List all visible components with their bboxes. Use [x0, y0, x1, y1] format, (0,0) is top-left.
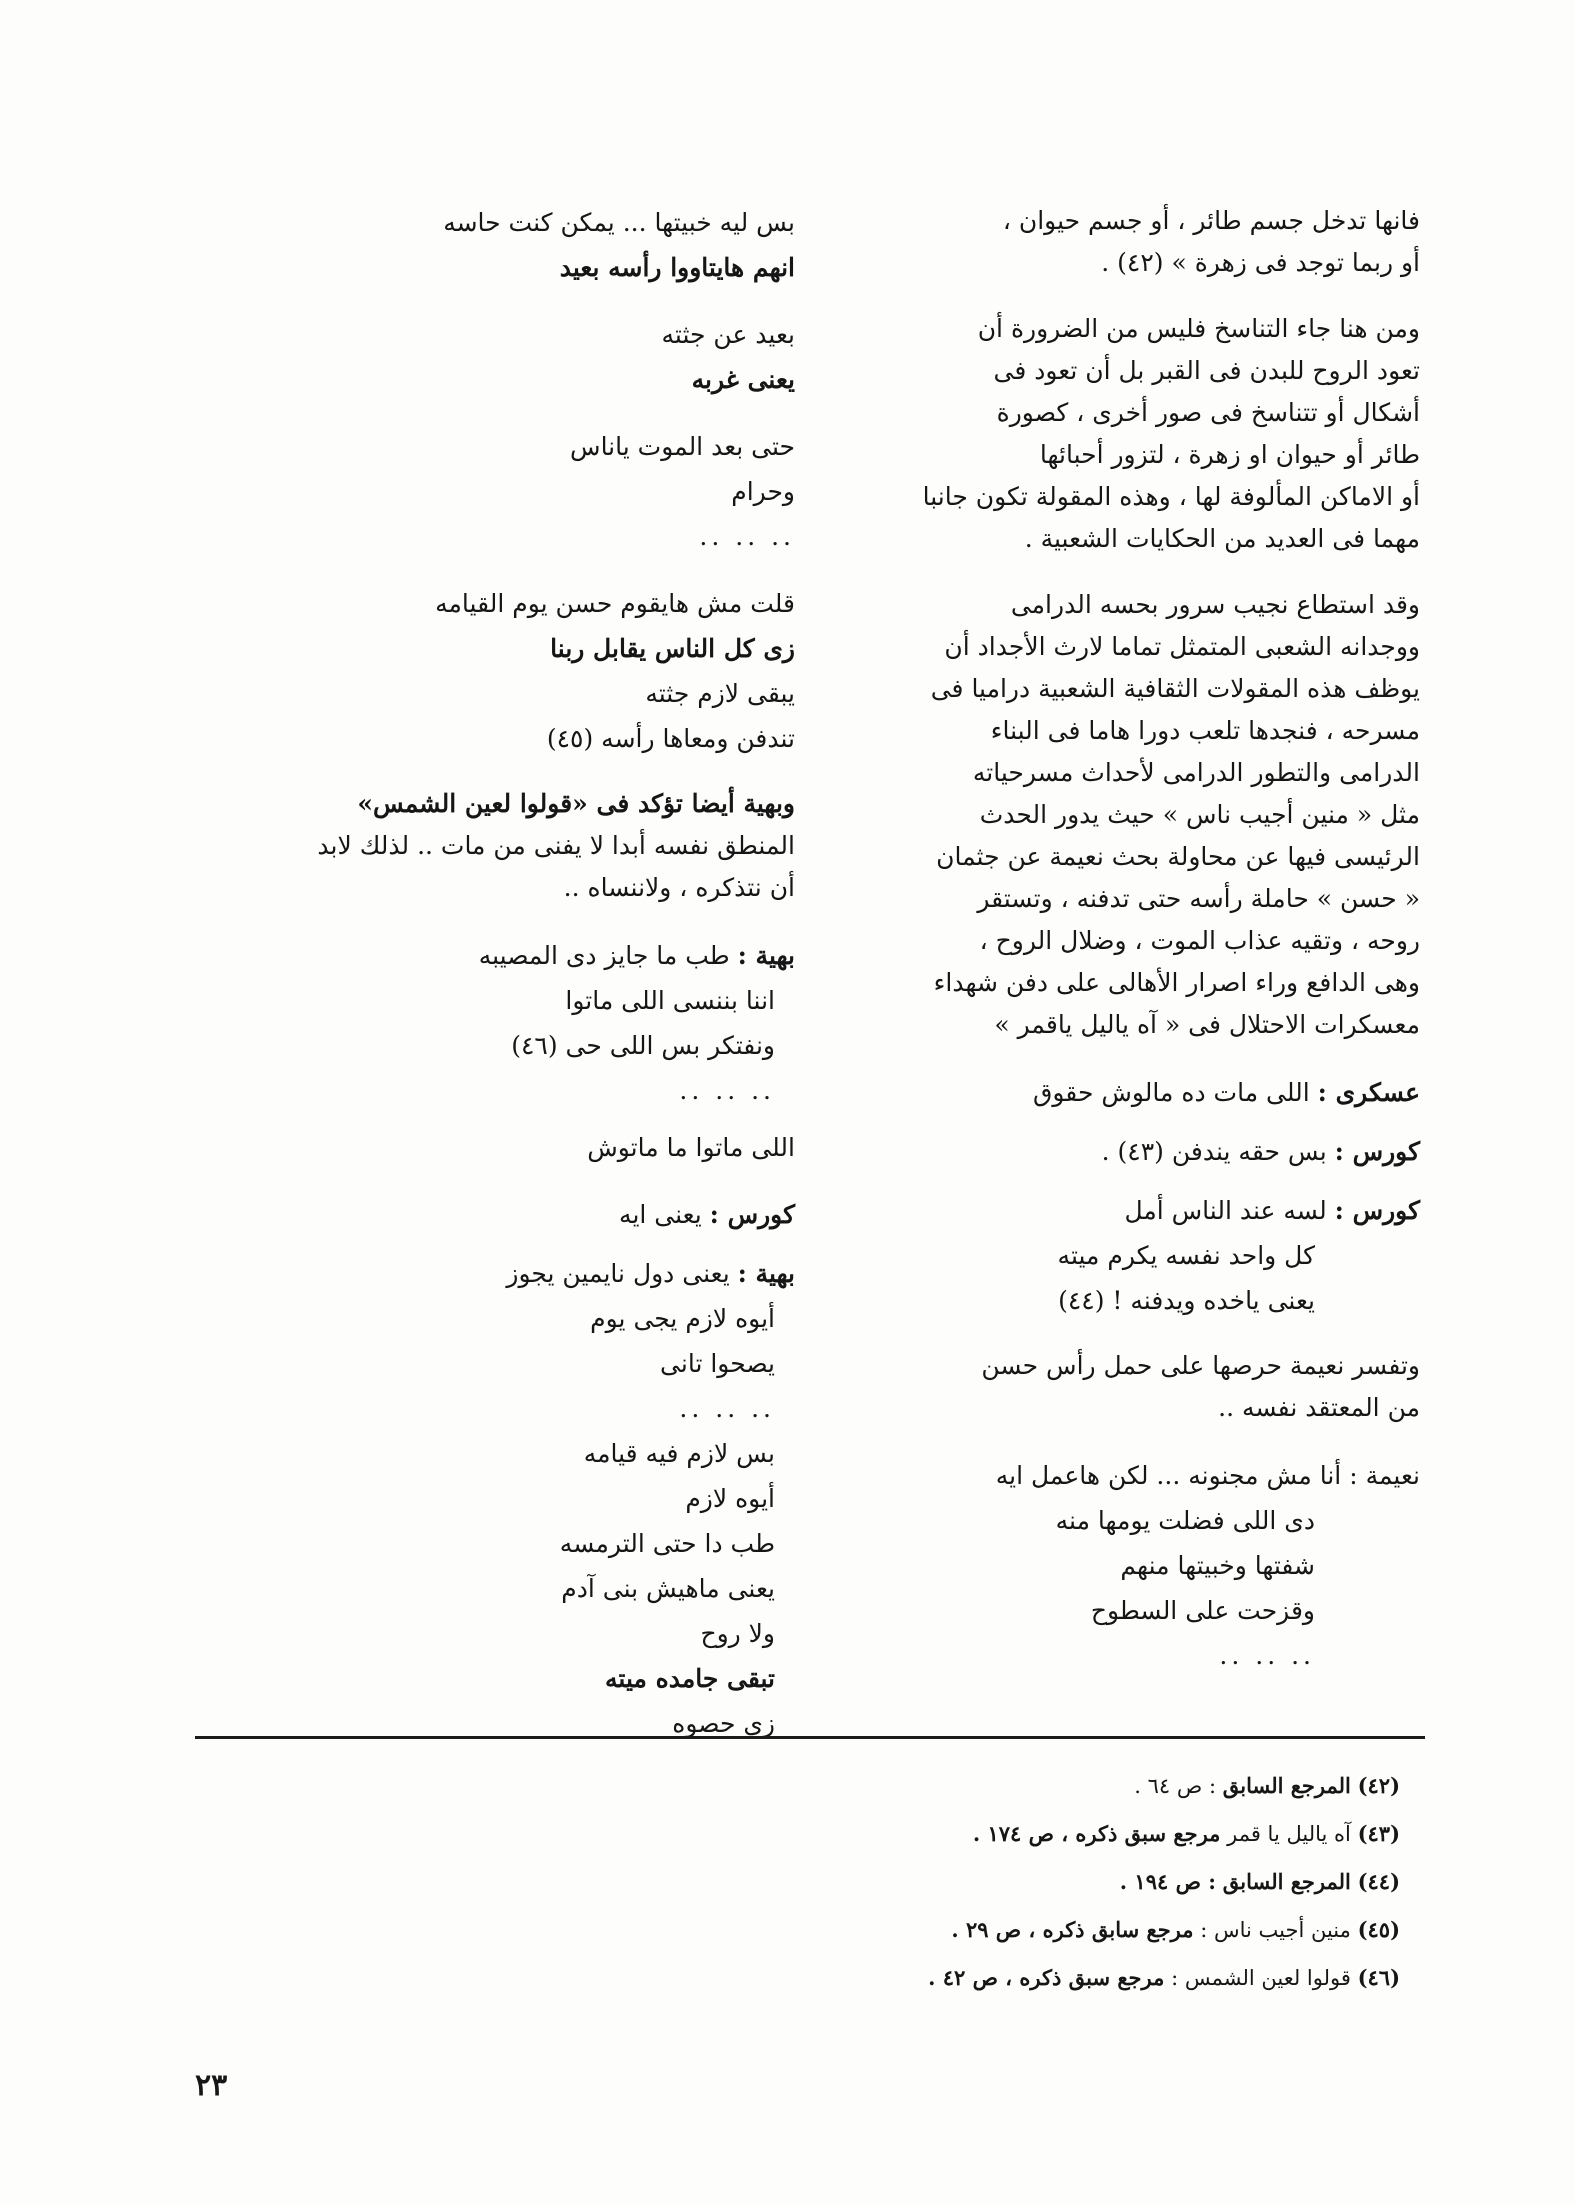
dialogue-text: لسه عند الناس أمل [1124, 1196, 1327, 1225]
verse-line: .. .. .. [1219, 1641, 1315, 1670]
verse-line: بعيد عن جثته [661, 320, 795, 349]
verse-line: زى حصوه [672, 1709, 775, 1738]
text-line: « حسن » حاملة رأسه حتى تدفنه ، وتستقر [977, 884, 1420, 913]
text-line: أو ربما توجد فى زهرة » (٤٢) . [1101, 248, 1420, 277]
dialogue-line [195, 1251, 795, 1296]
speaker-name: كورس : [709, 1200, 795, 1229]
verse-line: .. .. .. [699, 522, 795, 551]
verse-line: قلت مش هايقوم حسن يوم القيامه [435, 589, 795, 618]
footnote-detail: مرجع سبق ذكره ، ص ١٧٤ . [972, 1821, 1221, 1846]
paragraph [820, 200, 1420, 284]
verse-line: زى كل الناس يقابل ربنا [550, 634, 795, 663]
text-line: طائر أو حيوان او زهرة ، لتزور أحبائها [1039, 440, 1420, 469]
footnotes [700, 1762, 1400, 2002]
text-line: فانها تدخل جسم طائر ، أو جسم حيوان ، [1002, 206, 1420, 235]
dialogue-text: بس حقه يندفن (٤٣) . [1101, 1137, 1327, 1166]
footnote-number: (٤٢) [1357, 1773, 1400, 1798]
verse-block [195, 312, 795, 402]
verse-block [195, 424, 795, 559]
footnote-number: (٤٤) [1357, 1869, 1400, 1894]
verse-block [820, 1233, 1420, 1323]
text-line: وتفسر نعيمة حرصها على حمل رأس حسن [981, 1351, 1420, 1380]
verse-block [195, 200, 795, 290]
dialogue-line [195, 1192, 795, 1237]
verse-line: يبقى لازم جثته [645, 679, 795, 708]
verse-block [195, 978, 795, 1113]
dialogue-line [820, 1070, 1420, 1115]
paragraph [820, 584, 1420, 1046]
verse-block [195, 1296, 795, 1746]
verse-line: حتى بعد الموت ياناس [570, 432, 795, 461]
dialogue-line [195, 933, 795, 978]
paragraph [820, 308, 1420, 560]
text-line: يوظف هذه المقولات الثقافية الشعبية دراميا فى [930, 674, 1420, 703]
text-line: المنطق نفسه أبدا لا يفنى من مات .. لذلك لابد [317, 831, 795, 860]
verse-line: تبقى جامده ميته [605, 1664, 775, 1693]
footnote [700, 1906, 1400, 1954]
verse-line: تندفن ومعاها رأسه (٤٥) [546, 724, 795, 753]
text-line: الرئيسى فيها عن محاولة بحث نعيمة عن جثمان [936, 842, 1420, 871]
page-number: ٢٣ [195, 2068, 228, 2103]
verse-line: وحرام [731, 477, 795, 506]
text-line: ومن هنا جاء التناسخ فليس من الضرورة أن [977, 314, 1420, 343]
dialogue-text: يعنى دول نايمين يجوز [506, 1259, 730, 1288]
text-line: من المعتقد نفسه .. [1218, 1393, 1420, 1422]
text-line: الدرامى والتطور الدرامى لأحداث مسرحياته [972, 758, 1420, 787]
footnote-detail: مرجع سابق ذكره ، ص ٢٩ . [951, 1917, 1194, 1942]
verse-line: يعنى ماهيش بنى آدم [561, 1574, 775, 1603]
dialogue-text: اللى مات ده مالوش حقوق [1033, 1078, 1310, 1107]
verse-line: .. .. .. [679, 1076, 775, 1105]
dialogue-line [820, 1188, 1420, 1233]
speaker-name: كورس : [1334, 1196, 1420, 1225]
footnote-number: (٤٣) [1357, 1821, 1400, 1846]
speaker-name: نعيمة : [1349, 1461, 1420, 1490]
verse-line: شفتها وخبيتها منهم [1120, 1551, 1315, 1580]
footnote-divider [195, 1736, 1425, 1739]
verse-line: طب دا حتى الترمسه [559, 1529, 775, 1558]
verse-line: ونفتكر بس اللى حى (٤٦) [511, 1031, 775, 1060]
verse-line: يصحوا تانى [660, 1349, 775, 1378]
verse-block [195, 581, 795, 716]
footnote [700, 1858, 1400, 1906]
footnote-source: آه ياليل يا قمر [1227, 1822, 1351, 1846]
text-line: أو الاماكن المألوفة لها ، وهذه المقولة تكون جانبا [922, 482, 1420, 511]
footnote-source: قولوا لعين الشمس : [1171, 1966, 1351, 1990]
verse-line: اننا بننسى اللى ماتوا [565, 986, 775, 1015]
footnote [700, 1954, 1400, 2002]
text-line: وهى الدافع وراء اصرار الأهالى على دفن شهداء [933, 968, 1420, 997]
speaker-name: بهية : [737, 1259, 795, 1288]
text-line: تعود الروح للبدن فى القبر بل أن تعود فى [993, 356, 1420, 385]
left-column [195, 200, 795, 1768]
right-column [820, 200, 1420, 1700]
verse-line: أيوه لازم يجى يوم [590, 1304, 775, 1333]
text-line: مهما فى العديد من الحكايات الشعبية . [1024, 524, 1420, 553]
dialogue-text: طب ما جايز دى المصيبه [478, 941, 730, 970]
text-line: روحه ، وتقيه عذاب الموت ، وضلال الروح ، [979, 926, 1420, 955]
verse-line: انهم هايتاووا رأسه بعيد [559, 253, 795, 282]
text-line: مسرحه ، فنجدها تلعب دورا هاما فى البناء [990, 716, 1420, 745]
text-line: مثل « منين أجيب ناس » حيث يدور الحدث [979, 800, 1420, 829]
speaker-name: بهية : [737, 941, 795, 970]
footnote-detail: : ص ٦٤ . [1134, 1774, 1217, 1798]
verse-line: .. .. .. [679, 1394, 775, 1423]
dialogue-text: يعنى ايه [619, 1200, 702, 1229]
footnote-detail: مرجع سبق ذكره ، ص ٤٢ . [928, 1965, 1165, 1990]
text-line: وبهية أيضا تؤكد فى «قولوا لعين الشمس» [357, 789, 795, 818]
footnote-source: منين أجيب ناس : [1200, 1918, 1351, 1942]
verse-block [820, 1498, 1420, 1678]
dialogue-line [820, 1453, 1420, 1498]
verse-line: يعنى ياخده ويدفنه ! (٤٤) [1058, 1286, 1315, 1315]
text-line: معسكرات الاحتلال فى « آه ياليل ياقمر » [994, 1010, 1420, 1039]
text-line: أشكال أو تتناسخ فى صور أخرى ، كصورة [996, 398, 1420, 427]
text-line: ووجدانه الشعبى المتمثل تماما لارث الأجداد أن [944, 632, 1420, 661]
speaker-name: عسكرى : [1317, 1078, 1420, 1107]
paragraph [195, 783, 795, 909]
text-line: وقد استطاع نجيب سرور بحسه الدرامى [1010, 590, 1420, 619]
verse-line: اللى ماتوا ما ماتوش [587, 1133, 795, 1162]
verse-block [195, 1125, 795, 1170]
verse-line: أيوه لازم [685, 1484, 775, 1513]
speaker-name: كورس : [1334, 1137, 1420, 1166]
footnote-source: المرجع السابق [1222, 1773, 1351, 1798]
verse-line: بس لازم فيه قيامه [583, 1439, 775, 1468]
footnote-detail: : ص ١٩٤ . [1119, 1869, 1217, 1894]
footnote [700, 1762, 1400, 1810]
verse-line: يعنى غربه [691, 365, 795, 394]
footnote-number: (٤٦) [1357, 1965, 1400, 1990]
verse-line: دى اللى فضلت يومها منه [1055, 1506, 1315, 1535]
verse-line: ولا روح [700, 1619, 775, 1648]
footnote-number: (٤٥) [1357, 1917, 1400, 1942]
verse-block [195, 716, 795, 761]
footnote-source: المرجع السابق [1222, 1869, 1351, 1894]
paragraph [820, 1345, 1420, 1429]
text-line: أن نتذكره ، ولاننساه .. [563, 873, 795, 902]
verse-line: كل واحد نفسه يكرم ميته [1057, 1241, 1315, 1270]
footnote [700, 1810, 1400, 1858]
dialogue-line [820, 1129, 1420, 1174]
verse-line: وقزحت على السطوح [1090, 1596, 1315, 1625]
dialogue-text: أنا مش مجنونه ... لكن هاعمل ايه [995, 1461, 1342, 1490]
verse-line: بس ليه خبيتها ... يمكن كنت حاسه [443, 208, 795, 237]
